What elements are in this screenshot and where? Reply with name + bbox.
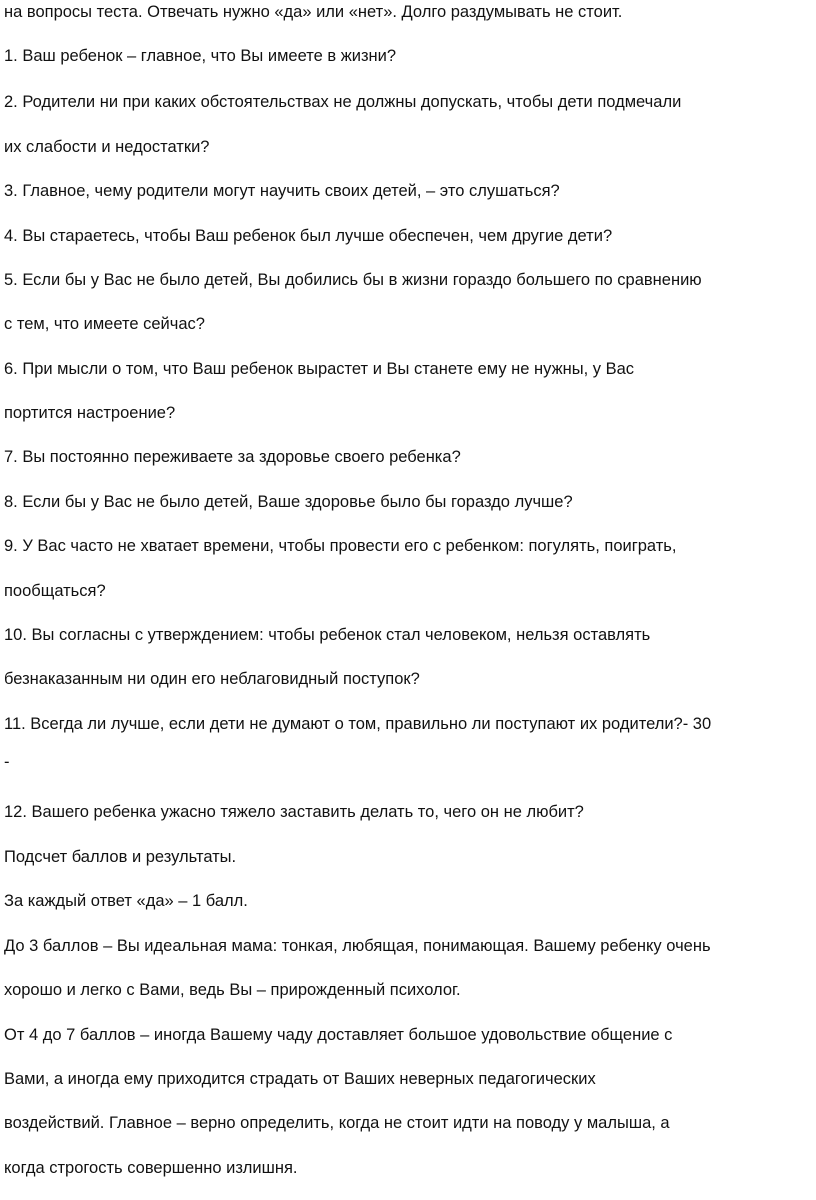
question-7: 7. Вы постоянно переживаете за здоровье своего ребенка?	[4, 448, 461, 466]
question-2: 2. Родители ни при каких обстоятельствах не должны допускать, чтобы дети подмечали	[4, 93, 682, 111]
question-5-continued: с тем, что имеете сейчас?	[4, 315, 205, 333]
result-mid-continued-2: воздействий. Главное – верно определить, когда не стоит идти на поводу у малыша, а	[4, 1114, 670, 1132]
question-1: 1. Ваш ребенок – главное, что Вы имеете в жизни?	[4, 47, 397, 65]
question-4: 4. Вы стараетесь, чтобы Ваш ребенок был лучше обеспечен, чем другие дети?	[4, 227, 613, 245]
question-9-continued: пообщаться?	[4, 582, 106, 600]
question-5: 5. Если бы у Вас не было детей, Вы добились бы в жизни гораздо большего по сравнению	[4, 271, 702, 289]
question-3: 3. Главное, чему родители могут научить своих детей, – это слушаться?	[4, 182, 560, 200]
result-mid: От 4 до 7 баллов – иногда Вашему чаду доставляет большое удовольствие общение с	[4, 1026, 673, 1044]
question-6: 6. При мысли о том, что Ваш ребенок вырастет и Вы станете ему не нужны, у Вас	[4, 360, 635, 378]
question-10: 10. Вы согласны с утверждением: чтобы ребенок стал человеком, нельзя оставлять	[4, 626, 651, 644]
scoring-rule: За каждый ответ «да» – 1 балл.	[4, 892, 248, 910]
scoring-heading: Подсчет баллов и результаты.	[4, 848, 237, 866]
question-2-continued: их слабости и недостатки?	[4, 138, 210, 156]
intro-line: на вопросы теста. Отвечать нужно «да» или «нет». Долго раздумывать не стоит.	[4, 3, 623, 21]
result-mid-continued-1: Вами, а иногда ему приходится страдать от Ваших неверных педагогических	[4, 1070, 596, 1088]
question-11: 11. Всегда ли лучше, если дети не думают о том, правильно ли поступают их родители?- 30	[4, 715, 712, 733]
result-low: До 3 баллов – Вы идеальная мама: тонкая, любящая, понимающая. Вашему ребенку очень	[4, 937, 711, 955]
question-8: 8. Если бы у Вас не было детей, Ваше здоровье было бы гораздо лучше?	[4, 493, 573, 511]
question-11-dash: -	[4, 753, 10, 771]
result-mid-continued-3: когда строгость совершенно излишня.	[4, 1159, 298, 1177]
question-10-continued: безнаказанным ни один его неблаговидный поступок?	[4, 670, 420, 688]
question-6-continued: портится настроение?	[4, 404, 176, 422]
question-9: 9. У Вас часто не хватает времени, чтобы провести его с ребенком: погулять, поиграть,	[4, 537, 677, 555]
question-12: 12. Вашего ребенка ужасно тяжело заставить делать то, чего он не любит?	[4, 803, 584, 821]
result-low-continued: хорошо и легко с Вами, ведь Вы – прирожденный психолог.	[4, 981, 461, 999]
